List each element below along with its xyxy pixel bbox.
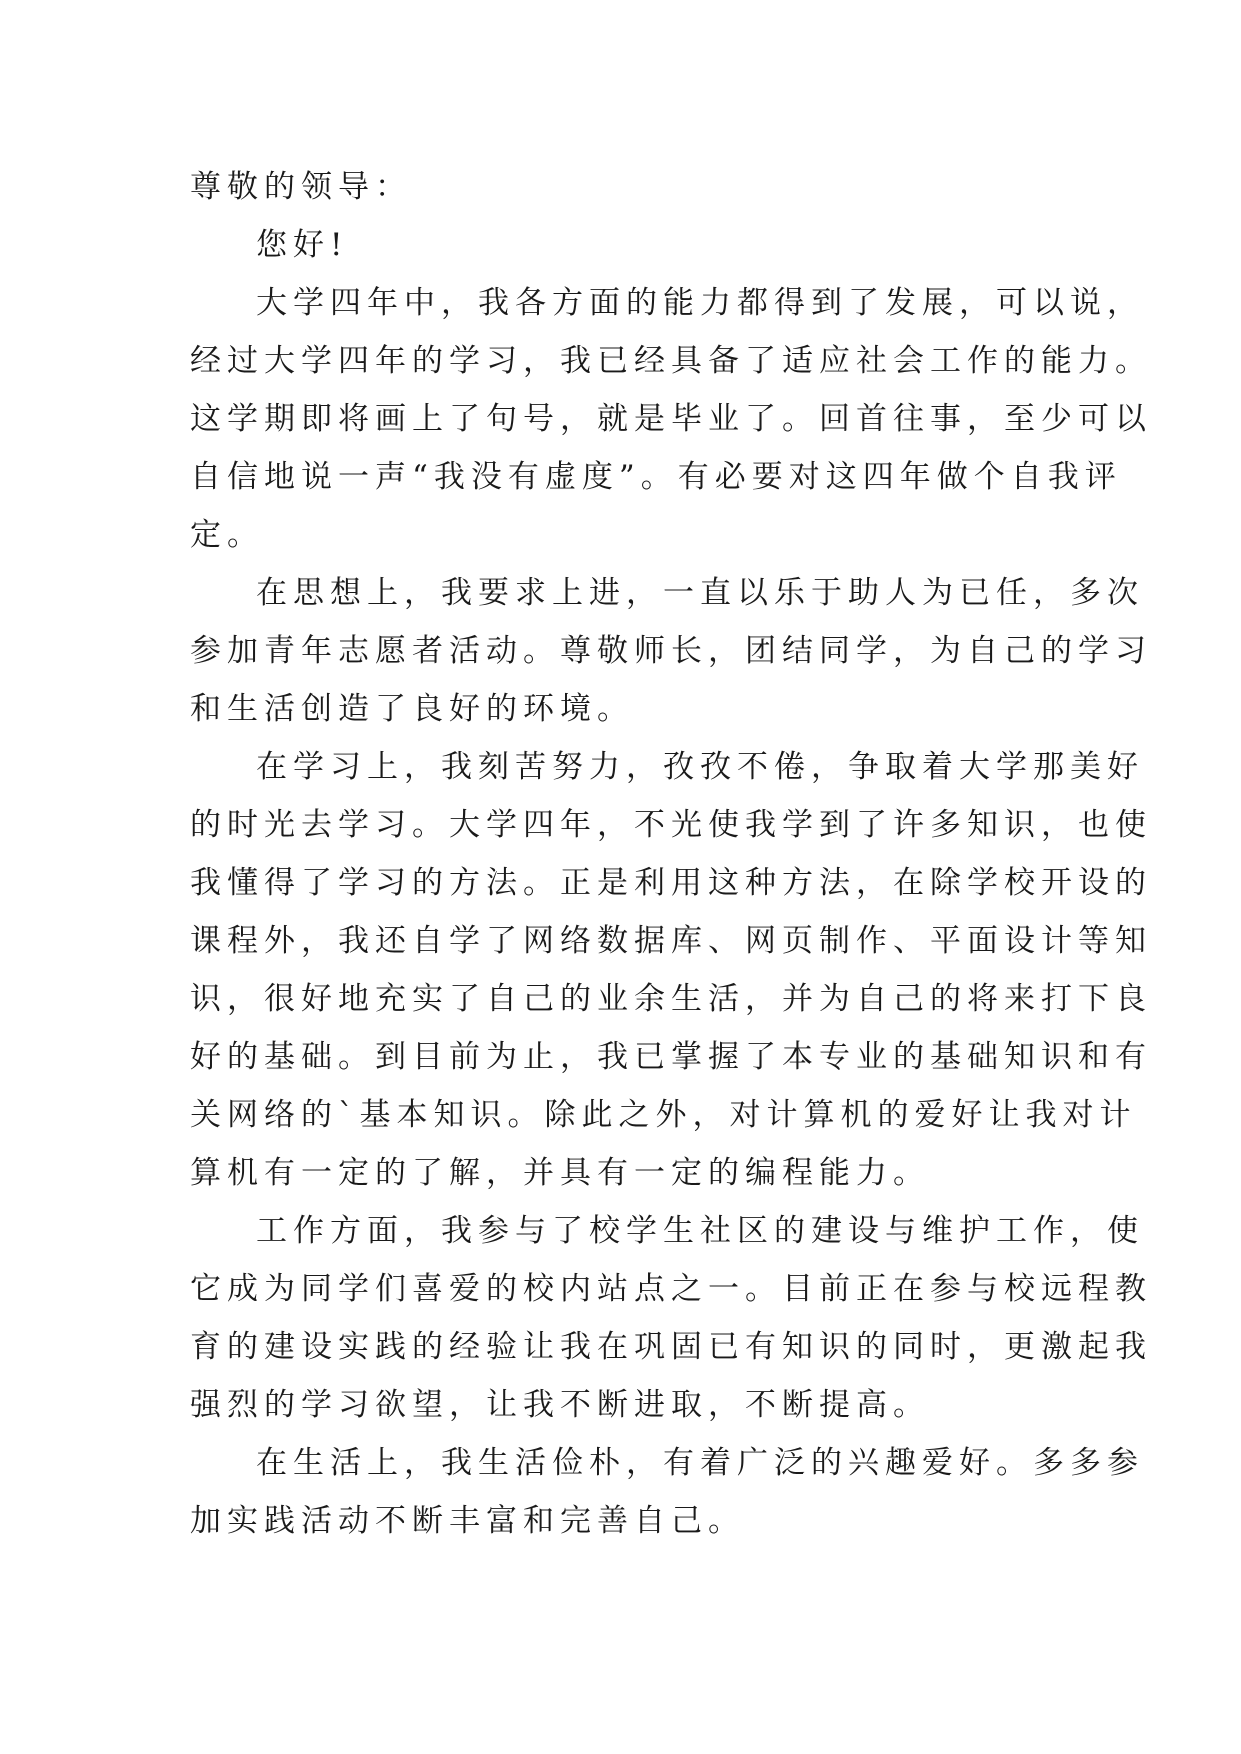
paragraph-life bbox=[190, 1434, 1144, 1550]
text-line: 参加青年志愿者活动。尊敬师长，团结同学，为自己的学习 bbox=[190, 633, 1152, 669]
paragraph-thought bbox=[190, 564, 1152, 738]
text-line: 在生活上，我生活俭朴，有着广泛的兴趣爱好。多多参 bbox=[256, 1445, 1144, 1481]
text-line: 育的建设实践的经验让我在巩固已有知识的同时，更激起我 bbox=[190, 1329, 1152, 1365]
text-line: 大学四年中，我各方面的能力都得到了发展，可以说， bbox=[256, 285, 1144, 321]
text-line: 识，很好地充实了自己的业余生活，并为自己的将来打下良 bbox=[190, 981, 1152, 1017]
text-line: 在学习上，我刻苦努力，孜孜不倦，争取着大学那美好 bbox=[256, 749, 1144, 785]
text-line: 经过大学四年的学习，我已经具备了适应社会工作的能力。 bbox=[190, 343, 1152, 379]
letter-body bbox=[190, 158, 1152, 1550]
salutation bbox=[190, 158, 1070, 216]
text-line: 的时光去学习。大学四年，不光使我学到了许多知识，也使 bbox=[190, 807, 1152, 843]
text-line: 加实践活动不断丰富和完善自己。 bbox=[190, 1503, 745, 1539]
text-line: 这学期即将画上了句号，就是毕业了。回首往事，至少可以 bbox=[190, 401, 1152, 437]
greeting bbox=[190, 216, 1070, 274]
paragraph-abilities bbox=[190, 274, 1152, 564]
text-line: 强烈的学习欲望，让我不断进取，不断提高。 bbox=[190, 1387, 930, 1423]
text-line: 它成为同学们喜爱的校内站点之一。目前正在参与校远程教 bbox=[190, 1271, 1152, 1307]
paragraph-study bbox=[190, 738, 1152, 1202]
paragraph-work bbox=[190, 1202, 1152, 1434]
text-line: 工作方面，我参与了校学生社区的建设与维护工作，使 bbox=[256, 1213, 1144, 1249]
text-line: 和生活创造了良好的环境。 bbox=[190, 691, 634, 727]
greeting-line: 您好! bbox=[256, 227, 349, 263]
text-line: 课程外，我还自学了网络数据库、网页制作、平面设计等知 bbox=[190, 923, 1152, 959]
text-line: 好的基础。到目前为止，我已掌握了本专业的基础知识和有 bbox=[190, 1039, 1152, 1075]
salutation-line: 尊敬的领导： bbox=[190, 169, 412, 205]
text-line: 在思想上，我要求上进，一直以乐于助人为已任，多次 bbox=[256, 575, 1144, 611]
text-line: 自信地说一声“我没有虚度”。有必要对这四年做个自我评 bbox=[190, 459, 1122, 495]
text-line: 我懂得了学习的方法。正是利用这种方法，在除学校开设的 bbox=[190, 865, 1152, 901]
text-line: 关网络的`基本知识。除此之外，对计算机的爱好让我对计 bbox=[190, 1097, 1137, 1133]
text-line: 算机有一定的了解，并具有一定的编程能力。 bbox=[190, 1155, 930, 1191]
text-line: 定。 bbox=[190, 517, 264, 553]
